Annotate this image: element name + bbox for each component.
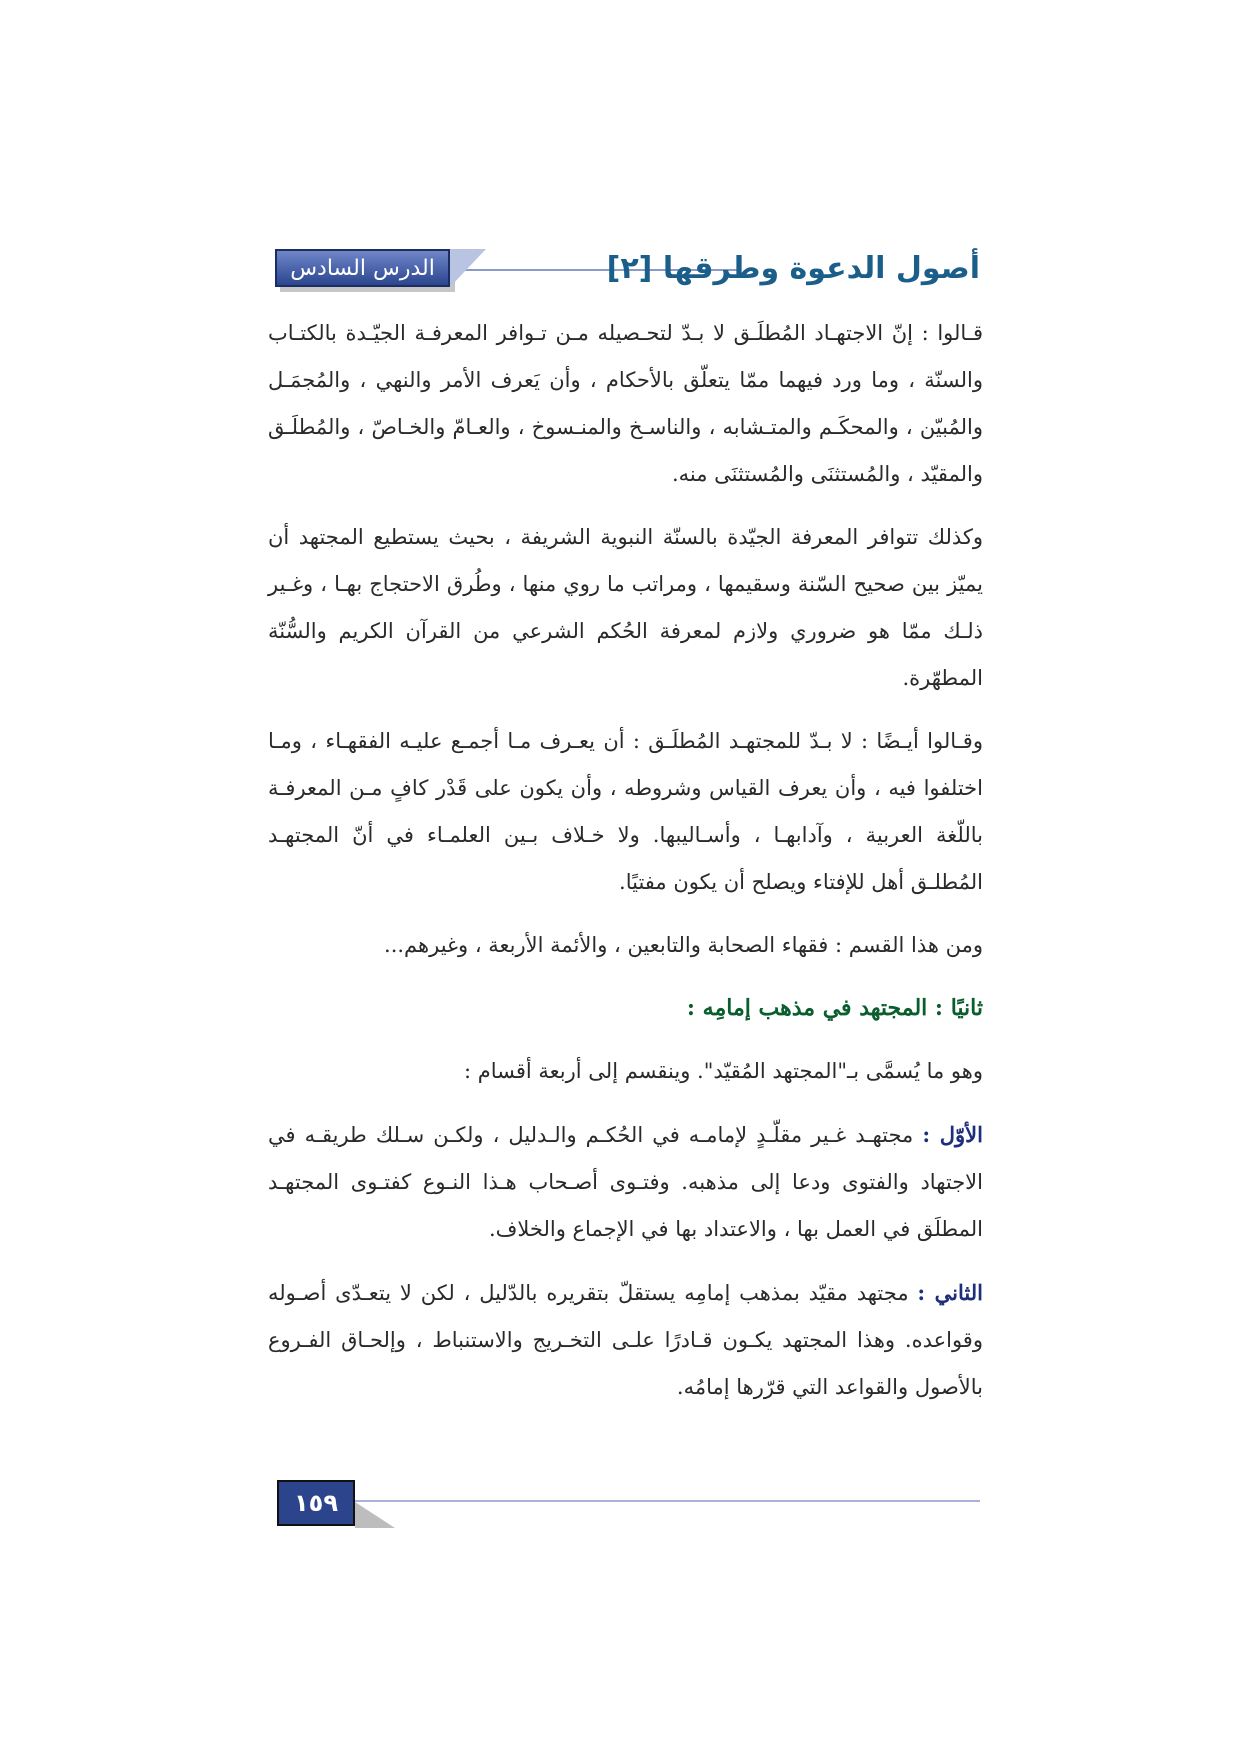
list-item	[268, 1111, 983, 1253]
page-footer	[275, 1478, 980, 1528]
paragraph: ومن هذا القسم : فقهاء الصحابة والتابعين ، والأئمة الأربعة ، وغيرهم...	[384, 933, 983, 957]
lesson-tab-wedge	[450, 249, 486, 287]
page-header	[275, 245, 980, 291]
paragraph: قـالوا : إنّ الاجتهـاد المُطلَـق لا بـدّ لتحـصيله مـن تـوافر المعرفـة الجيّـدة بالكتـاب والسنّة ، وما ورد فيهما ممّا يتعلّق بالأحكام ، وأن يَعرف الأمر والنهي ، والمُجمَـل والمُبيّن ، والمحكَـم والمتـشابه ، والناسـخ والمنـسوخ ، والعـامّ والخـاصّ ، والمُطلَـق والمقيّد ، والمُستثنَى والمُستثنَى منه.	[268, 321, 983, 486]
book-title: أصول الدعوة وطرقها [٢]	[606, 250, 980, 286]
item-lead: الثاني :	[917, 1280, 983, 1305]
list-item	[268, 1269, 983, 1411]
lesson-label: الدرس السادس	[275, 249, 450, 287]
intro-paragraph: وهو ما يُسمَّى بـ"المجتهد المُقيّد". وينقسم إلى أربعة أقسام :	[463, 1059, 983, 1083]
paragraph: وقـالوا أيـضًا : لا بـدّ للمجتهـد المُطلَـق : أن يعـرف مـا أجمـع عليـه الفقهـاء ، ومـا اختلفوا فيه ، وأن يعرف القياس وشروطه ، وأن يكون على قَدْر كافٍ مـن المعرفـة باللّغة العربية ، وآدابهـا ، وأسـاليبها. ولا خـلاف بـين العلمـاء في أنّ المجتهـد المُطلـق أهل للإفتاء ويصلح أن يكون مفتيًا.	[268, 729, 983, 894]
footer-rule	[355, 1500, 980, 1502]
section-heading: ثانيًا : المجتهد في مذهب إمامِه :	[686, 995, 983, 1021]
page-number-wedge	[355, 1502, 395, 1528]
item-lead: الأوّل :	[922, 1122, 983, 1147]
page-body	[268, 310, 983, 1427]
item-text: مجتهـد غـير مقلّـدٍ لإمامـه في الحُكـم والـدليل ، ولكـن سـلك طريقـه في الاجتهاد والفتوى ودعا إلى مذهبه. وفتـوى أصـحاب هـذا النـوع كفتـوى المجتهـد المطلَق في العمل بها ، والاعتداد بها في الإجماع والخلاف.	[268, 1123, 983, 1241]
paragraph: وكذلك تتوافر المعرفة الجيّدة بالسنّة النبوية الشريفة ، بحيث يستطيع المجتهد أن يميّز بين صحيح السّنة وسقيمها ، ومراتب ما روي منها ، وطُرق الاحتجاج بهـا ، وغـير ذلـك ممّا هو ضروري ولازم لمعرفة الحُكم الشرعي من القرآن الكريم والسُّنّة المطهّرة.	[268, 525, 983, 690]
page-number: ١٥٩	[277, 1480, 355, 1526]
item-text: مجتهد مقيّد بمذهب إمامِه يستقلّ بتقريره بالدّليل ، لكن لا يتعـدّى أصـوله وقواعده. وهذا المجتهد يكـون قـادرًا علـى التخـريج والاستنباط ، وإلحـاق الفـروع بالأصول والقواعد التي قرّرها إمامُه.	[268, 1281, 983, 1399]
